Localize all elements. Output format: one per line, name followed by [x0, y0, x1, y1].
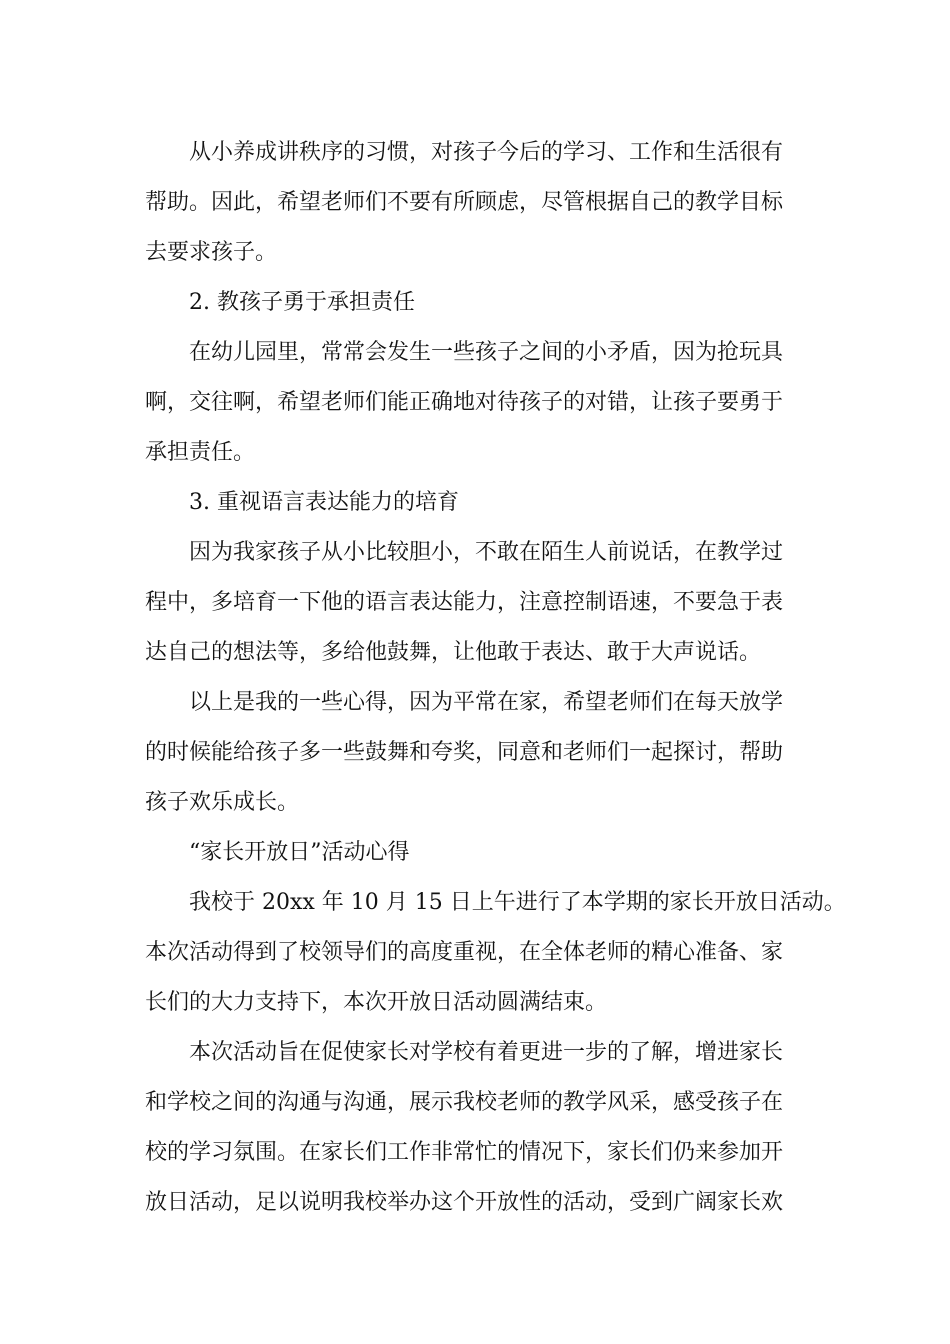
- text-line: 本次活动得到了校领导们的高度重视，在全体老师的精心准备、家: [145, 940, 784, 965]
- paragraph-3: [145, 528, 835, 678]
- section-heading-2: [145, 278, 835, 328]
- title-text: “家长开放日”活动心得: [189, 840, 410, 865]
- text-line: 长们的大力支持下，本次开放日活动圆满结束。: [145, 990, 608, 1015]
- section-heading-3: [145, 478, 835, 528]
- text-line: 校的学习氛围。在家长们工作非常忙的情况下，家长们仍来参加开: [145, 1140, 784, 1165]
- paragraph-5: [145, 878, 846, 1028]
- text-line: 我校于 20xx 年 10 月 15 日上午进行了本学期的家长开放日活动。: [189, 890, 846, 915]
- paragraph-2: [145, 328, 835, 478]
- text-line: 本次活动旨在促使家长对学校有着更进一步的了解，增进家长: [189, 1040, 784, 1065]
- text-line: 达自己的想法等，多给他鼓舞，让他敢于表达、敢于大声说话。: [145, 640, 762, 665]
- document-body: [145, 128, 846, 1228]
- text-line: 帮助。因此，希望老师们不要有所顾虑，尽管根据自己的教学目标: [145, 190, 784, 215]
- text-line: 和学校之间的沟通与沟通，展示我校老师的教学风采，感受孩子在: [145, 1090, 784, 1115]
- text-line: 在幼儿园里，常常会发生一些孩子之间的小矛盾，因为抢玩具: [189, 340, 784, 365]
- heading-text: 2. 教孩子勇于承担责任: [189, 290, 415, 315]
- text-line: 孩子欢乐成长。: [145, 790, 300, 815]
- text-line: 放日活动，足以说明我校举办这个开放性的活动，受到广阔家长欢: [145, 1190, 784, 1215]
- paragraph-6: [145, 1028, 835, 1228]
- text-line: 因为我家孩子从小比较胆小，不敢在陌生人前说话，在教学过: [189, 540, 784, 565]
- paragraph-4: [145, 678, 835, 828]
- text-line: 程中，多培育一下他的语言表达能力，注意控制语速，不要急于表: [145, 590, 784, 615]
- heading-text: 3. 重视语言表达能力的培育: [189, 490, 459, 515]
- text-line: 从小养成讲秩序的习惯，对孩子今后的学习、工作和生活很有: [189, 140, 784, 165]
- text-line: 以上是我的一些心得，因为平常在家，希望老师们在每天放学: [189, 690, 784, 715]
- text-line: 啊，交往啊，希望老师们能正确地对待孩子的对错，让孩子要勇于: [145, 390, 784, 415]
- text-line: 承担责任。: [145, 440, 256, 465]
- article-title: [145, 828, 835, 878]
- paragraph-1: [145, 128, 835, 278]
- text-line: 去要求孩子。: [145, 240, 278, 265]
- text-line: 的时候能给孩子多一些鼓舞和夸奖，同意和老师们一起探讨，帮助: [145, 740, 784, 765]
